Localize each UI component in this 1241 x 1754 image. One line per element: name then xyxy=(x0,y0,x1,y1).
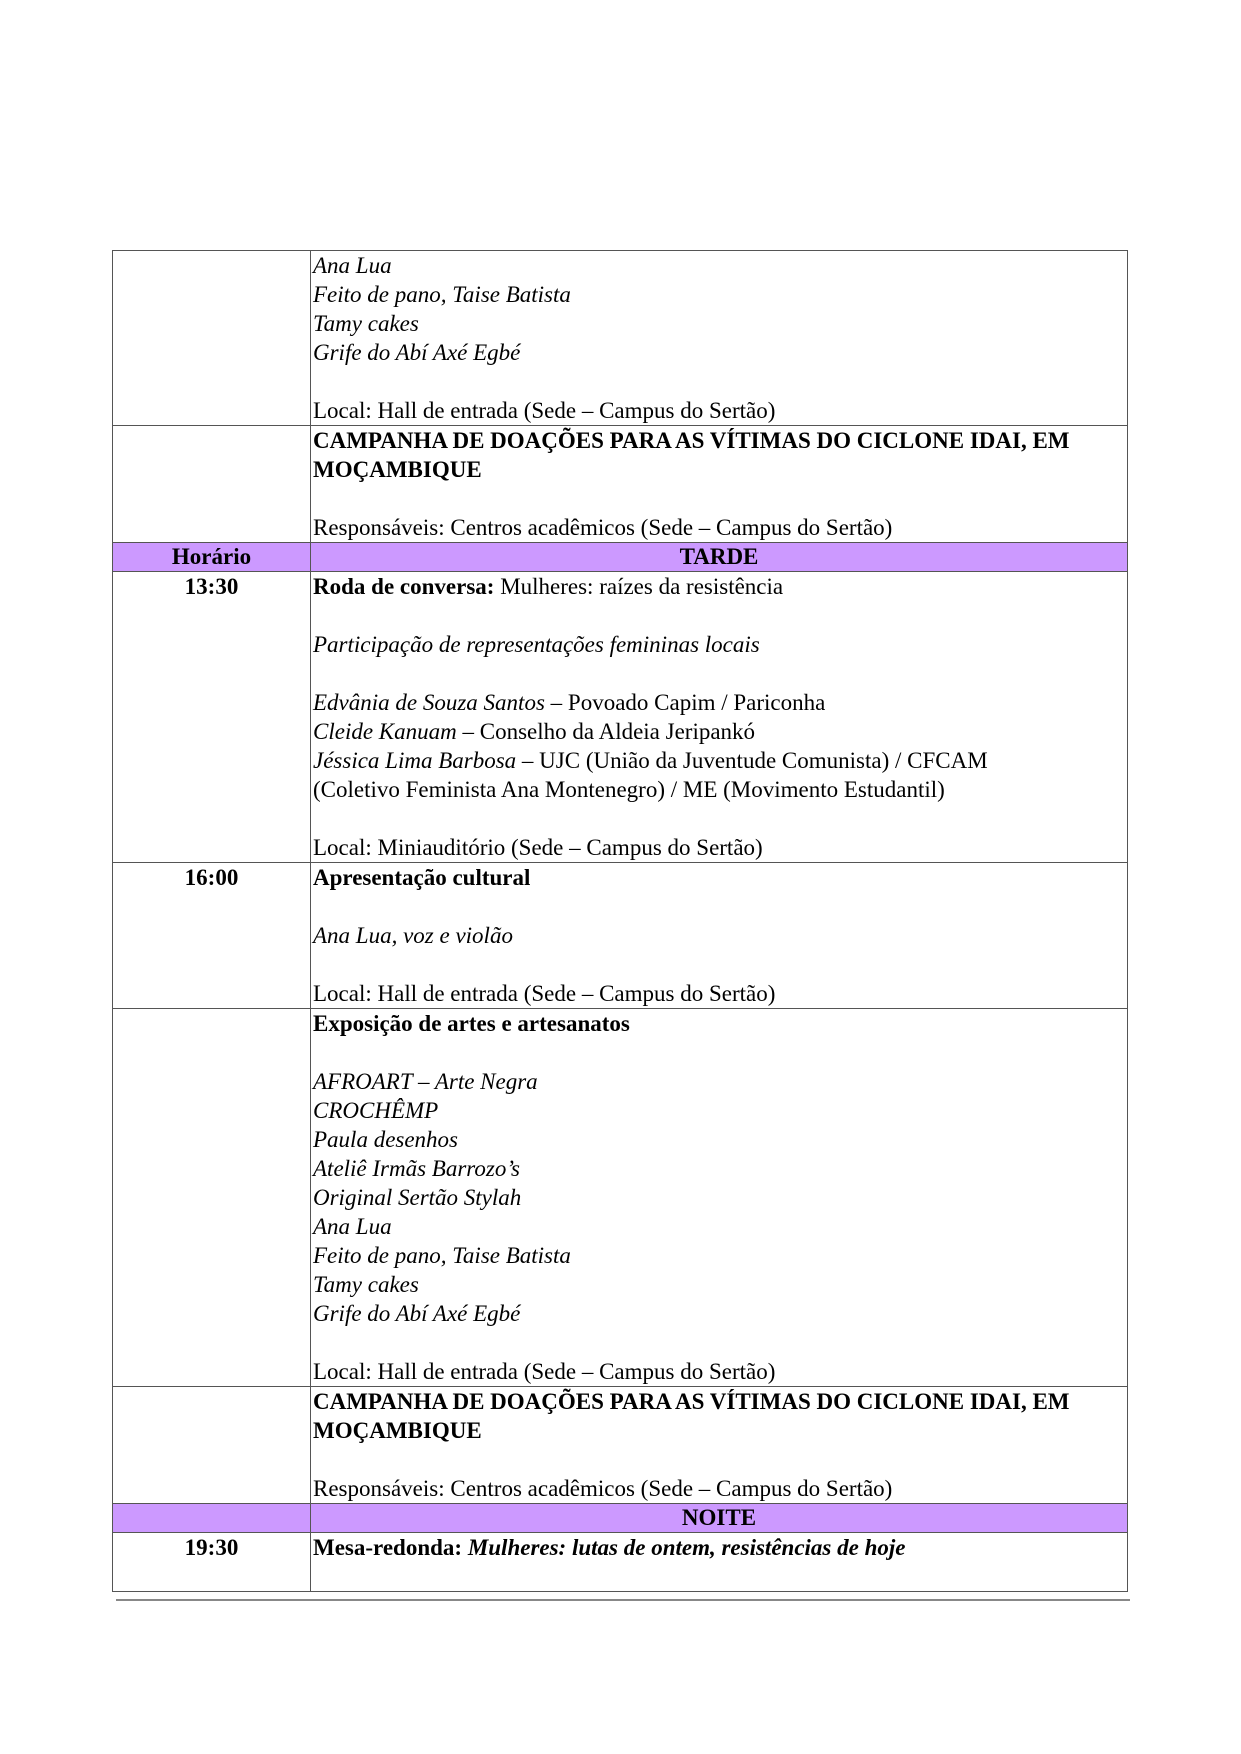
participant-name: Jéssica Lima Barbosa xyxy=(313,748,517,773)
participant-continuation: (Coletivo Feminista Ana Montenegro) / ME (Movimento Estudantil) xyxy=(313,777,945,802)
time-cell xyxy=(113,251,311,426)
time-column-header: Horário xyxy=(113,543,311,572)
blank-line xyxy=(313,367,1125,396)
participant-desc: – Conselho da Aldeia Jeripankó xyxy=(456,719,756,744)
section-header-row xyxy=(113,543,1128,572)
time-column-header xyxy=(113,1504,311,1533)
blank-line xyxy=(313,950,1125,979)
section-header-noite: NOITE xyxy=(311,1504,1128,1533)
event-cell xyxy=(311,1009,1128,1387)
exhibitor-item: Ana Lua xyxy=(313,253,392,278)
event-responsible: Responsáveis: Centros acadêmicos (Sede – Campus do Sertão) xyxy=(313,515,893,540)
exhibitor-item: Feito de pano, Taise Batista xyxy=(313,282,571,307)
schedule-table xyxy=(112,250,1128,1592)
event-title: CAMPANHA DE DOAÇÕES PARA AS VÍTIMAS DO CICLONE IDAI, EM MOÇAMBIQUE xyxy=(313,1389,1070,1443)
blank-line xyxy=(313,601,1125,630)
event-topic: Mulheres: lutas de ontem, resistências de hoje xyxy=(462,1535,906,1560)
event-location: Local: Hall de entrada (Sede – Campus do Sertão) xyxy=(313,398,776,423)
time-cell xyxy=(113,1009,311,1387)
blank-line xyxy=(313,1038,1125,1067)
table-row xyxy=(113,863,1128,1009)
blank-line xyxy=(313,892,1125,921)
participant xyxy=(313,688,1125,717)
event-responsible: Responsáveis: Centros acadêmicos (Sede – Campus do Sertão) xyxy=(313,1476,893,1501)
event-cell xyxy=(311,1387,1128,1504)
blank-line xyxy=(313,1445,1125,1474)
time-cell: 13:30 xyxy=(113,572,311,863)
event-cell xyxy=(311,426,1128,543)
exhibitor-item: Grife do Abí Axé Egbé xyxy=(313,1301,521,1326)
section-header-tarde: TARDE xyxy=(311,543,1128,572)
exhibitor-item: Grife do Abí Axé Egbé xyxy=(313,340,521,365)
event-type: Mesa-redonda: xyxy=(313,1535,463,1560)
table-row xyxy=(113,1387,1128,1504)
event-title xyxy=(313,572,1125,601)
event-title: Apresentação cultural xyxy=(313,865,531,890)
blank-line xyxy=(313,659,1125,688)
footer-divider xyxy=(116,1599,1130,1601)
event-type: Roda de conversa: xyxy=(313,574,495,599)
event-title xyxy=(313,1533,1125,1562)
blank-line xyxy=(313,484,1125,513)
participant-desc: – Povoado Capim / Pariconha xyxy=(544,690,826,715)
time-cell: 19:30 xyxy=(113,1533,311,1592)
blank-line xyxy=(313,1562,1125,1591)
event-performer: Ana Lua, voz e violão xyxy=(313,923,513,948)
event-location: Local: Hall de entrada (Sede – Campus do Sertão) xyxy=(313,981,776,1006)
event-location: Local: Hall de entrada (Sede – Campus do Sertão) xyxy=(313,1359,776,1384)
exhibitor-item: Ateliê Irmãs Barrozo’s xyxy=(313,1156,520,1181)
exhibitor-item: Paula desenhos xyxy=(313,1127,459,1152)
exhibitor-item: AFROART – Arte Negra xyxy=(313,1069,538,1094)
exhibitor-item: Feito de pano, Taise Batista xyxy=(313,1243,571,1268)
participant-name: Edvânia de Souza Santos xyxy=(313,690,545,715)
participant-desc: – UJC (União da Juventude Comunista) / CFCAM xyxy=(516,748,988,773)
blank-line xyxy=(313,804,1125,833)
participant xyxy=(313,717,1125,746)
event-cell xyxy=(311,251,1128,426)
event-topic: Mulheres: raízes da resistência xyxy=(494,574,784,599)
exhibitor-item: CROCHÊMP xyxy=(313,1098,439,1123)
exhibitor-item: Ana Lua xyxy=(313,1214,392,1239)
time-cell: 16:00 xyxy=(113,863,311,1009)
blank-line xyxy=(313,1328,1125,1357)
table-row xyxy=(113,572,1128,863)
participant-name: Cleide Kanuam xyxy=(313,719,457,744)
time-cell xyxy=(113,1387,311,1504)
table-row xyxy=(113,1533,1128,1592)
table-row xyxy=(113,251,1128,426)
exhibitor-item: Tamy cakes xyxy=(313,1272,419,1297)
table-row xyxy=(113,1009,1128,1387)
event-cell xyxy=(311,863,1128,1009)
time-cell xyxy=(113,426,311,543)
event-cell xyxy=(311,572,1128,863)
event-subtitle: Participação de representações femininas locais xyxy=(313,632,760,657)
table-row xyxy=(113,426,1128,543)
exhibitor-item: Original Sertão Stylah xyxy=(313,1185,522,1210)
participant xyxy=(313,746,1125,775)
event-title: Exposição de artes e artesanatos xyxy=(313,1011,630,1036)
event-title: CAMPANHA DE DOAÇÕES PARA AS VÍTIMAS DO CICLONE IDAI, EM MOÇAMBIQUE xyxy=(313,428,1070,482)
event-cell xyxy=(311,1533,1128,1592)
event-location: Local: Miniauditório (Sede – Campus do Sertão) xyxy=(313,835,763,860)
section-header-row xyxy=(113,1504,1128,1533)
exhibitor-item: Tamy cakes xyxy=(313,311,419,336)
